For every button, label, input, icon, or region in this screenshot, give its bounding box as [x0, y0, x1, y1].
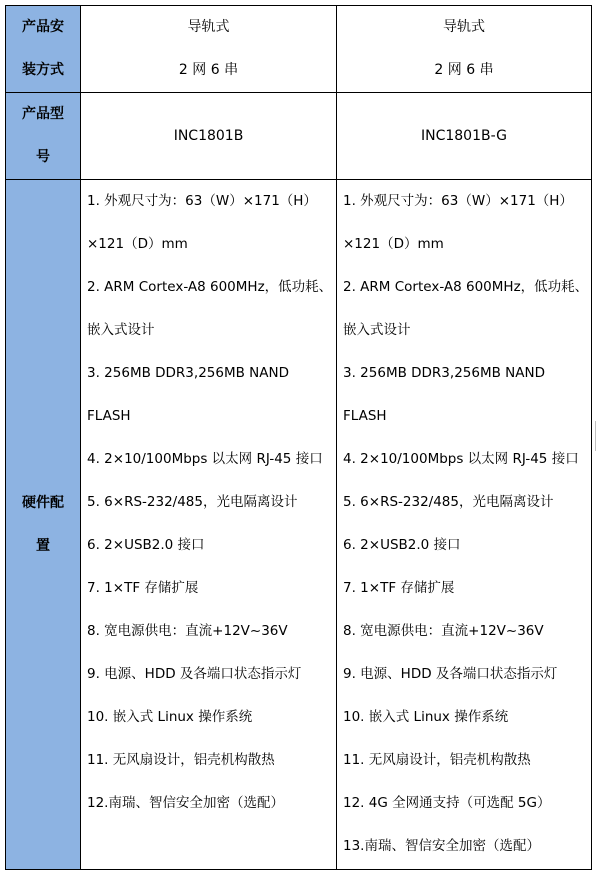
hardware-header-line: 置 — [36, 537, 50, 554]
hardware-spec-line: ×121（D）mm — [343, 236, 444, 252]
model-row — [6, 93, 592, 180]
hardware-spec-line: 1. 外观尺寸为：63（W）×171（H） — [343, 193, 573, 209]
model-col1-cell — [81, 93, 337, 180]
hardware-col2-list — [343, 180, 589, 868]
hardware-spec-line: 12. 4G 全网通支持（可选配 5G） — [343, 795, 551, 811]
hardware-spec-line: 3. 256MB DDR3,256MB NAND — [87, 365, 289, 381]
mount-row — [6, 6, 592, 93]
hardware-spec-line: 10. 嵌入式 Linux 操作系统 — [343, 709, 509, 725]
hardware-header-line: 硬件配 — [22, 494, 64, 511]
hardware-spec-line: FLASH — [87, 408, 131, 424]
mount-col1-line: 2 网 6 串 — [178, 62, 239, 78]
mount-header-line: 产品安 — [22, 19, 64, 35]
hardware-spec-line: 13.南瑞、智信安全加密（选配） — [343, 838, 540, 854]
hardware-spec-line: 嵌入式设计 — [87, 322, 155, 338]
hardware-spec-line: 5. 6×RS-232/485，光电隔离设计 — [343, 494, 554, 510]
hardware-spec-line: 9. 电源、HDD 及各端口状态指示灯 — [87, 666, 302, 682]
hardware-spec-line: 10. 嵌入式 Linux 操作系统 — [87, 709, 253, 725]
model-header-line: 号 — [36, 149, 50, 165]
hardware-spec-line: 7. 1×TF 存储扩展 — [87, 580, 199, 596]
mount-col2-cell — [337, 6, 592, 93]
page-edge-marker — [595, 421, 600, 451]
mount-col1-cell — [81, 6, 337, 93]
hardware-spec-line: 8. 宽电源供电：直流+12V~36V — [343, 623, 544, 639]
hardware-spec-line: 5. 6×RS-232/485，光电隔离设计 — [87, 494, 298, 510]
hardware-col1-list — [87, 180, 334, 825]
hardware-spec-line: 12.南瑞、智信安全加密（选配） — [87, 795, 284, 811]
hardware-spec-line: 3. 256MB DDR3,256MB NAND — [343, 365, 545, 381]
hardware-spec-line: 6. 2×USB2.0 接口 — [87, 537, 205, 553]
mount-header-cell — [6, 6, 81, 93]
mount-col2-line: 导轨式 — [443, 19, 485, 35]
hardware-spec-line: 11. 无风扇设计，铝壳机构散热 — [343, 752, 531, 768]
hardware-spec-line: 嵌入式设计 — [343, 322, 411, 338]
model-col2-cell — [337, 93, 592, 180]
hardware-spec-line: 11. 无风扇设计，铝壳机构散热 — [87, 752, 275, 768]
hardware-spec-line: 4. 2×10/100Mbps 以太网 RJ-45 接口 — [343, 451, 579, 467]
hardware-spec-line: 6. 2×USB2.0 接口 — [343, 537, 461, 553]
hardware-spec-line: FLASH — [343, 408, 387, 424]
model-col2-value: INC1801B-G — [420, 127, 508, 144]
hardware-spec-line: 7. 1×TF 存储扩展 — [343, 580, 455, 596]
hardware-row — [6, 180, 592, 870]
mount-col2-line: 2 网 6 串 — [434, 62, 494, 78]
hardware-spec-line: 1. 外观尺寸为：63（W）×171（H） — [87, 193, 317, 209]
model-header-line: 产品型 — [22, 106, 64, 122]
hardware-spec-line: 2. ARM Cortex-A8 600MHz，低功耗、 — [87, 279, 333, 295]
mount-col1-line: 导轨式 — [187, 19, 230, 35]
hardware-spec-line: 2. ARM Cortex-A8 600MHz，低功耗、 — [343, 279, 589, 295]
hardware-spec-line: 8. 宽电源供电：直流+12V~36V — [87, 623, 288, 639]
model-col1-value: INC1801B — [173, 127, 244, 144]
mount-header-line: 装方式 — [22, 62, 64, 78]
model-header-cell — [6, 93, 81, 180]
spec-table — [5, 5, 592, 870]
hardware-col2-cell — [337, 180, 592, 870]
hardware-col1-cell — [81, 180, 337, 870]
hardware-spec-line: ×121（D）mm — [87, 236, 188, 252]
hardware-spec-line: 4. 2×10/100Mbps 以太网 RJ-45 接口 — [87, 451, 323, 467]
hardware-header-cell — [6, 180, 81, 870]
hardware-spec-line: 9. 电源、HDD 及各端口状态指示灯 — [343, 666, 558, 682]
